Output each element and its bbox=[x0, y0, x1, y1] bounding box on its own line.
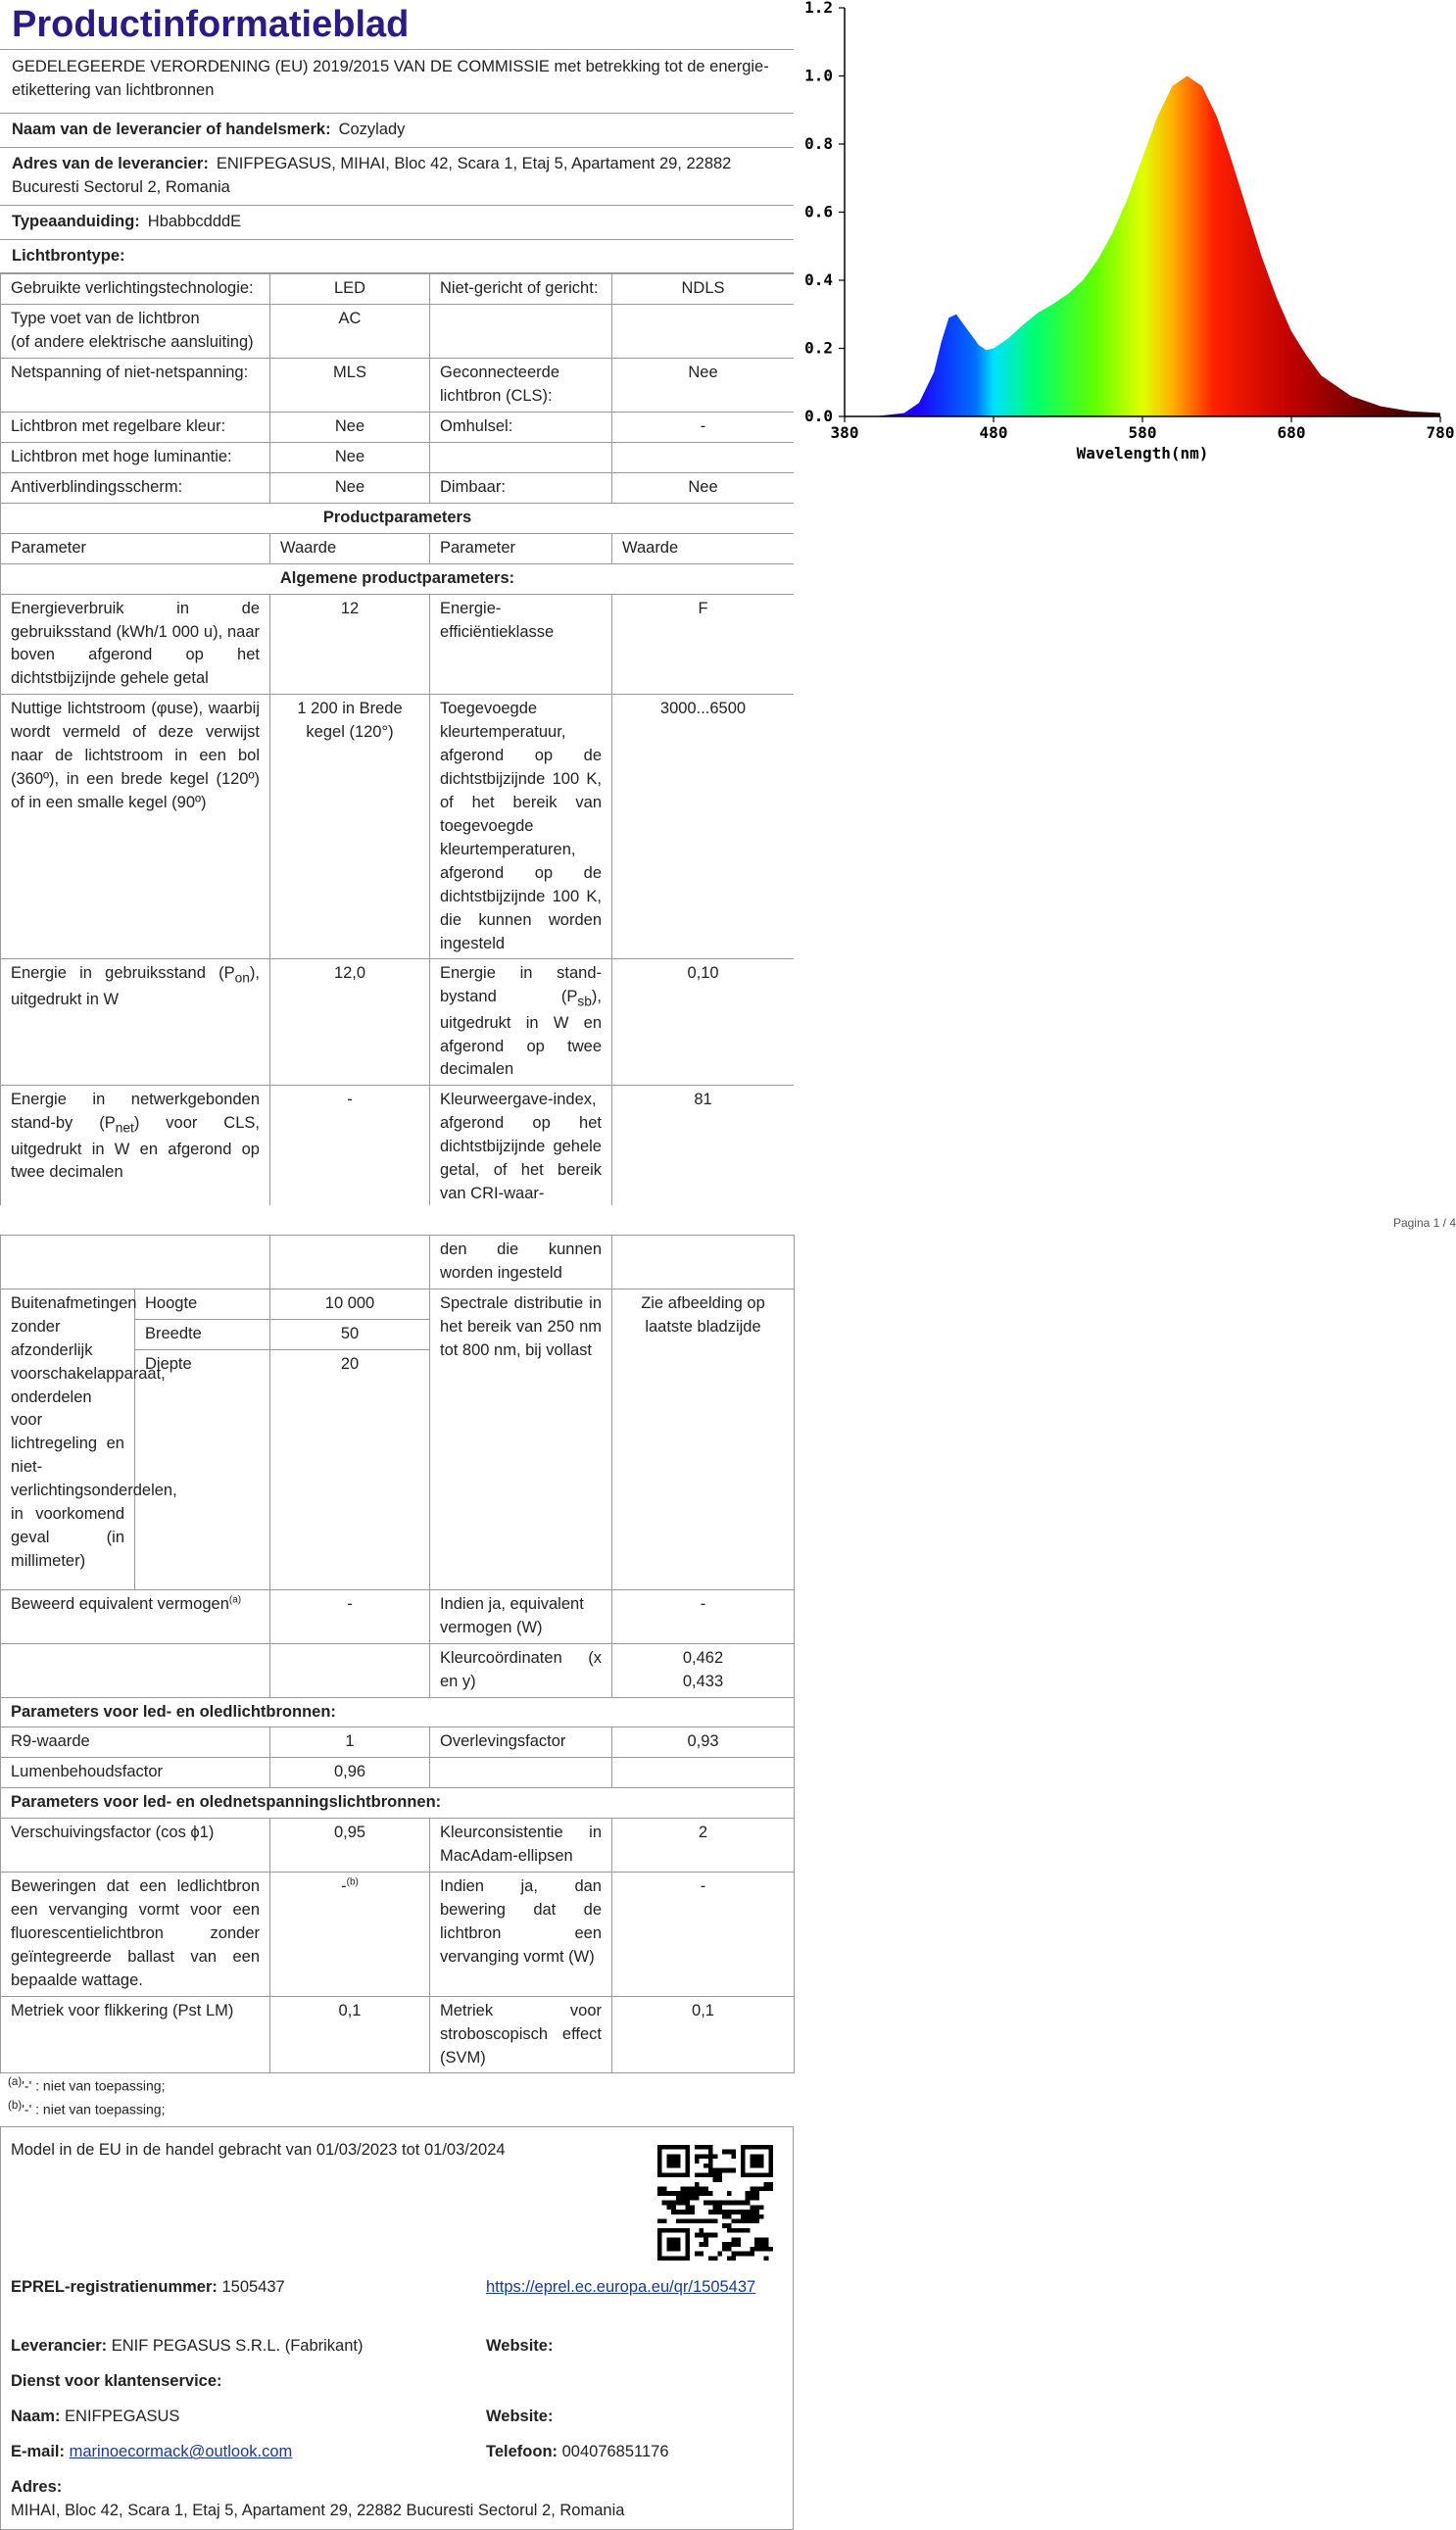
cct-label: Toegevoegde kleurtemperatuur, afgerond op de dichtstbijzijnde 100 K, of het bereik van toegevoegde kleurtemperaturen, afgerond op de dichtstbijzijnde 100 K, die kunnen worden ingesteld bbox=[430, 695, 612, 959]
regulation-subtitle: GEDELEGEERDE VERORDENING (EU) 2019/2015 VAN DE COMMISSIE met betrekking tot de energie-etikettering van lichtbronnen bbox=[0, 50, 794, 114]
eprel-value: 1505437 bbox=[221, 2278, 285, 2297]
svm-label: Metriek voor stroboscopisch effect (SVM) bbox=[430, 1996, 612, 2073]
macadam-value: 2 bbox=[612, 1819, 795, 1873]
params-table-continued bbox=[0, 1235, 795, 2073]
pf-label: Verschuivingsfactor (cos ϕ1) bbox=[1, 1819, 270, 1873]
supplier-row: Leverancier: ENIF PEGASUS S.R.L. (Fabrikant) bbox=[11, 2337, 364, 2356]
page-2 bbox=[0, 1235, 794, 2530]
macadam-label: Kleurconsistentie in MacAdam-ellipsen bbox=[430, 1819, 612, 1873]
y-tick-label: 1.0 bbox=[804, 66, 833, 85]
cri-value: 81 bbox=[612, 1086, 795, 1205]
eprel-row: EPREL-registratienummer: 1505437 bbox=[11, 2278, 285, 2297]
xy-label: Kleurcoördinaten (x en y) bbox=[430, 1643, 612, 1697]
pf-value: 0,95 bbox=[270, 1819, 430, 1873]
lumen-label: Lumenbehoudsfactor bbox=[1, 1758, 270, 1788]
lumen-value: 0,96 bbox=[270, 1758, 430, 1788]
glare-label: Antiverblindingsscherm: bbox=[1, 472, 270, 503]
eqp-label: Beweerd equivalent vermogen$^{(a)}$ bbox=[1, 1589, 270, 1643]
x-tick-label: 380 bbox=[830, 423, 859, 442]
address-label: Adres: bbox=[11, 2478, 63, 2497]
depth-label: Diepte bbox=[135, 1349, 270, 1589]
spectrum-chart bbox=[794, 0, 1456, 470]
replacement-w-label: Indien ja, dan bewering dat de lichtbron een vervanging vormt (W) bbox=[430, 1873, 612, 1997]
glare-value: Nee bbox=[270, 472, 430, 503]
mains-label: Netspanning of niet-netspanning: bbox=[1, 359, 270, 413]
flux-value: 1 200 in Brede kegel (120°) bbox=[270, 695, 430, 959]
pnet-value: - bbox=[270, 1086, 430, 1205]
customer-service-label: Dienst voor klantenservice: bbox=[11, 2372, 222, 2391]
dims-label: Buitenafmetingen zonder afzonderlijk voorschakelapparaat, onderdelen voor lichtregeling en niet-verlichtingsonderdelen, in voorkomend geval (in millimeter) bbox=[1, 1289, 135, 1589]
cct-value: 3000...6500 bbox=[612, 695, 795, 959]
mains-value: MLS bbox=[270, 359, 430, 413]
qr-code[interactable] bbox=[657, 2145, 773, 2261]
height-value: 10 000 bbox=[270, 1289, 430, 1319]
footnote-b: $^{(b)}$'-' : niet van toepassing; bbox=[8, 2099, 166, 2118]
y-tick-label: 1.2 bbox=[804, 0, 833, 17]
website-label-2: Website: bbox=[486, 2408, 554, 2426]
y-tick-label: 0.6 bbox=[804, 202, 833, 221]
email-link[interactable]: marinoecormack@outlook.com bbox=[69, 2443, 293, 2461]
y-tick-label: 0.4 bbox=[804, 270, 833, 289]
supplier-name-label: Naam van de leverancier of handelsmerk: bbox=[12, 120, 331, 138]
cap-value: AC bbox=[270, 305, 430, 359]
survival-value: 0,93 bbox=[612, 1727, 795, 1758]
cri-label-part2: den die kunnen worden ingesteld bbox=[430, 1236, 612, 1289]
dim-label: Dimbaar: bbox=[430, 472, 612, 503]
spectrum-area bbox=[845, 76, 1440, 417]
type-value: HbabbcdddE bbox=[147, 212, 242, 230]
flicker-value: 0,1 bbox=[270, 1996, 430, 2073]
class-value: F bbox=[612, 594, 795, 695]
eqp-value: - bbox=[270, 1589, 430, 1643]
spd-value: Zie afbeelding op laatste bladzijde bbox=[612, 1289, 795, 1589]
psb-value: 0,10 bbox=[612, 959, 795, 1086]
pon-label: Energie in gebruiksstand $(P_{on})$, uitgedrukt in W bbox=[1, 959, 270, 1086]
supplier-name-row bbox=[0, 114, 794, 148]
directional-label: Niet-gericht of gericht: bbox=[430, 274, 612, 305]
col-value-2: Waarde bbox=[612, 533, 795, 563]
cls-value: Nee bbox=[612, 359, 795, 413]
r9-label: R9-waarde bbox=[1, 1727, 270, 1758]
hl-value: Nee bbox=[270, 442, 430, 472]
x-tick-label: 480 bbox=[979, 423, 1008, 442]
eprel-link[interactable]: https://eprel.ec.europa.eu/qr/1505437 bbox=[486, 2278, 756, 2297]
pnet-label: Energie in netwerkgebonden stand-by $(P_{net})$ voor CLS, uitgedrukt in W en afgerond op twee decimalen bbox=[1, 1086, 270, 1205]
psb-label: Energie in stand-bystand $(P_{sb})$, uitgedrukt in W en afgerond op twee decimalen bbox=[430, 959, 612, 1086]
supplier-address-label: Adres van de leverancier: bbox=[12, 154, 209, 172]
x-tick-label: 780 bbox=[1426, 423, 1455, 442]
flux-label: Nuttige lichtstroom (φuse), waarbij wordt vermeld of deze verwijst naar de lichtstroom in een bol (360º), in een brede kegel (120º) of in een smalle kegel (90º) bbox=[1, 695, 270, 959]
y-tick-label: 0.0 bbox=[804, 407, 833, 425]
type-row bbox=[0, 206, 794, 240]
supplier-name-value: Cozylady bbox=[338, 120, 406, 138]
led-params-heading: Parameters voor led- en oledlichtbronnen: bbox=[1, 1697, 795, 1727]
replacement-label: Beweringen dat een ledlichtbron een vervanging vormt voor een fluorescentielichtbron zonder geïntegreerde ballast van een bepaalde wattage. bbox=[1, 1873, 270, 1997]
type-label: Typeaanduiding: bbox=[12, 212, 140, 230]
page-title: Productinformatieblad bbox=[0, 0, 794, 50]
cls-label: Geconnecteerde lichtbron (CLS): bbox=[430, 359, 612, 413]
footnote-a: $^{(a)}$'-' : niet van toepassing; bbox=[8, 2075, 166, 2095]
flicker-label: Metriek voor flikkering (Pst LM) bbox=[1, 1996, 270, 2073]
lightsource-table bbox=[0, 273, 794, 1205]
x-axis-label: Wavelength(nm) bbox=[1076, 444, 1209, 462]
product-params-heading: Productparameters bbox=[1, 503, 795, 533]
envelope-label: Omhulsel: bbox=[430, 413, 612, 443]
replacement-value: -$^{(b)}$ bbox=[270, 1873, 430, 1997]
color-label: Lichtbron met regelbare kleur: bbox=[1, 413, 270, 443]
cri-label-part1: Kleurweergave-index, afgerond op het dichtstbijzijnde gehele getal, of het bereik van CRI-waar- bbox=[430, 1086, 612, 1205]
phone-row: Telefoon: 004076851176 bbox=[486, 2443, 669, 2461]
energy-label: Energieverbruik in de gebruiksstand (kWh/1 000 u), naar boven afgerond op het dichtstbijzijnde gehele getal bbox=[1, 594, 270, 695]
supplier-address-row bbox=[0, 148, 794, 206]
depth-value: 20 bbox=[270, 1349, 430, 1589]
mains-params-heading: Parameters voor led- en olednetspanningslichtbronnen: bbox=[1, 1788, 795, 1819]
x-tick-label: 680 bbox=[1277, 423, 1306, 442]
directional-value: NDLS bbox=[612, 274, 795, 305]
info-box bbox=[0, 2126, 794, 2530]
cap-label: Type voet van de lichtbron (of andere elektrische aansluiting) bbox=[1, 305, 270, 359]
website-label-1: Website: bbox=[486, 2337, 554, 2356]
lightsource-type-heading: Lichtbrontype: bbox=[0, 240, 794, 274]
service-name-row: Naam: ENIFPEGASUS bbox=[11, 2408, 180, 2426]
height-label: Hoogte bbox=[135, 1289, 270, 1319]
col-param-2: Parameter bbox=[430, 533, 612, 563]
general-params-heading: Algemene productparameters: bbox=[1, 563, 795, 594]
xy-value: 0,462 0,433 bbox=[612, 1643, 795, 1697]
spd-label: Spectrale distributie in het bereik van 250 nm tot 800 nm, bij vollast bbox=[430, 1289, 612, 1589]
email-row: E-mail: marinoecormack@outlook.com bbox=[11, 2443, 293, 2461]
tech-value: LED bbox=[270, 274, 430, 305]
y-tick-label: 0.8 bbox=[804, 134, 833, 153]
width-label: Breedte bbox=[135, 1319, 270, 1349]
y-tick-label: 0.2 bbox=[804, 338, 833, 358]
width-value: 50 bbox=[270, 1319, 430, 1349]
page-1 bbox=[0, 0, 794, 1205]
hl-label: Lichtbron met hoge luminantie: bbox=[1, 442, 270, 472]
market-period: Model in de EU in de handel gebracht van 01/03/2023 tot 01/03/2024 bbox=[11, 2141, 506, 2160]
dim-value: Nee bbox=[612, 472, 795, 503]
x-tick-label: 580 bbox=[1128, 423, 1157, 442]
tech-label: Gebruikte verlichtingstechnologie: bbox=[1, 274, 270, 305]
pon-value: 12,0 bbox=[270, 959, 430, 1086]
page-number: Pagina 1 / 4 bbox=[1392, 1216, 1456, 1230]
col-value-1: Waarde bbox=[270, 533, 430, 563]
replacement-w-value: - bbox=[612, 1873, 795, 1997]
envelope-value: - bbox=[612, 413, 795, 443]
class-label: Energie-efficiëntieklasse bbox=[430, 594, 612, 695]
r9-value: 1 bbox=[270, 1727, 430, 1758]
eqw-label: Indien ja, equivalent vermogen (W) bbox=[430, 1589, 612, 1643]
eqw-value: - bbox=[612, 1589, 795, 1643]
col-param-1: Parameter bbox=[1, 533, 270, 563]
address-value: MIHAI, Bloc 42, Scara 1, Etaj 5, Apartament 29, 22882 Bucuresti Sectorul 2, Romania bbox=[11, 2502, 625, 2520]
energy-value: 12 bbox=[270, 594, 430, 695]
survival-label: Overlevingsfactor bbox=[430, 1727, 612, 1758]
color-value: Nee bbox=[270, 413, 430, 443]
supplier-address-value: ENIFPEGASUS, MIHAI, Bloc 42, Scara 1, Etaj 5, Apartament 29, 22882 Bucuresti Sectorul 2, Romania bbox=[12, 154, 732, 196]
svm-value: 0,1 bbox=[612, 1996, 795, 2073]
